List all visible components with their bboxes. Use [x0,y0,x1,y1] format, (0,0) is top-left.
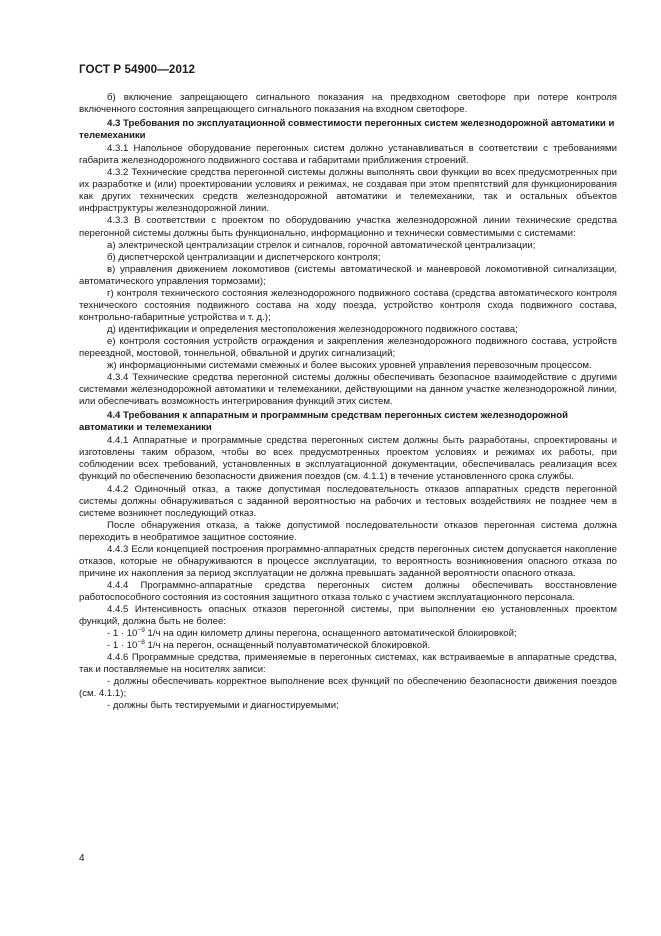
rate-text: - 1 · 10 [107,628,138,640]
paragraph-4-4-4: 4.4.4 Программно-аппаратные средства перегонных систем должны обеспечивать восстановление работоспособного состояния из состояния защитного отказа только с участием эксплуатационного персонала. [79,579,617,603]
list-item: д) идентификации и определения местоположения железнодорожного подвижного состава; [107,323,518,335]
list-item: - должны обеспечивать корректное выполнение всех функций по обеспечению безопасности движения поездов (см. 4.1.1); [79,676,617,700]
list-item: г) контроля технического состояния железнодорожного подвижного состава (средства автоматического контроля технического состояния подвижного состава на ходу поезда, устройство контроля схода подвижного состава, контрольно-габаритные устройства и т. д.); [79,287,617,323]
paragraph-4-3-1: 4.3.1 Напольное оборудование перегонных систем должно устанавливаться в соответствии с требованиями габарита железнодорожного подвижного состава и габаритами приближения строений. [79,143,617,167]
rate-text: 1/ч на один километр длины перегона, оснащенного автоматической блокировкой; [144,628,517,640]
rate-text: - 1 · 10 [107,640,138,652]
paragraph-4-4-3: 4.4.3 Если концепцией построения программно-аппаратных средств перегонных систем допускается накопление отказов, которые не обнаруживаются в процессе эксплуатации, то вероятность возникновения опасного отказа по причине их накопления за период эксплуатации не должна превышать заданной вероятности опасного отказа. [79,543,617,579]
exponent: −8 [137,639,145,647]
paragraph-4-3-2: 4.3.2 Технические средства перегонной системы должны выполнять свои функции во всех предусмотренных при их разработке и (или) проектировании условиях и режимах, не создавая при этом препятствий для функционирования как других технических средств железнодорожной автоматики и телемеханики, так и остальных объектов инфраструктуры железнодорожной линии. [79,167,617,215]
list-item: б) диспетчерской централизации и диспетчерского контроля; [107,251,381,263]
list-item: в) управления движением локомотивов (системы автоматической и маневровой локомотивной сигнализации, автоматического управления тормозами); [79,263,617,287]
paragraph-4-3-4: 4.3.4 Технические средства перегонной системы должны обеспечивать безопасное взаимодействие с другими системами железнодорожной автоматики и телемеханики, действующими на данном участке железнодорожной линии, или обеспечивать возможность интегрирования функций этих систем. [79,372,617,408]
section-heading-4-3: 4.3 Требования по эксплуатационной совместимости перегонных систем железнодорожной автоматики и телемеханики [79,118,615,142]
paragraph-4-4-1: 4.4.1 Аппаратные и программные средства перегонных систем должны быть разработаны, спроектированы и изготовлены таким образом, чтобы во всех предусмотренных проектом условиях и режимах их работы, при соблюдении всех требований, установленных в эксплуатационной документации, обеспечивалась реализация всех функций по обеспечению безопасности движения поездов (см. 4.1.1) в течение установленного срока службы. [79,435,617,483]
paragraph-4-4-6: 4.4.6 Программные средства, применяемые в перегонных системах, как встраиваемые в аппаратные средства, так и поставляемые на носителях записи: [79,652,617,676]
paragraph-4-4-2: 4.4.2 Одиночный отказ, а также допустимая последовательность отказов аппаратных средств перегонной системы должны обнаруживаться с заданной вероятностью на рабочих и тестовых воздействиях не позднее чем в системе возникнет последующий отказ. [79,483,617,519]
list-item: е) контроля состояния устройств ограждения и закрепления железнодорожного подвижного состава, устройств переездной, мостовой, тоннельной, обвальной и других сигнализаций; [79,335,617,359]
list-item: а) электрической централизации стрелок и сигналов, горочной автоматической централизации; [107,239,536,251]
list-item: - должны быть тестируемыми и диагностируемыми; [107,700,339,712]
section-heading-4-4: 4.4 Требования к аппаратным и программным средствам перегонных систем железнодорожной автоматики и телемеханики [79,410,568,434]
paragraph: б) включение запрещающего сигнального показания на предвходном светофоре при потере контроля включенного состояния запрещающего сигнального показания на входном светофоре. [79,92,617,116]
rate-text: 1/ч на перегон, оснащенный полуавтоматической блокировкой. [144,640,431,652]
paragraph-4-3-3: 4.3.3 В соответствии с проектом по оборудованию участка железнодорожной линии технические средства перегонной системы должны быть функционально, информационно и технически совместимыми с системами: [79,215,617,239]
paragraph: После обнаружения отказа, а также допустимой последовательности отказов перегонная система должна переходить в необратимое защитное состояние. [79,519,617,543]
list-item-rate [79,628,617,640]
list-item-rate [79,640,617,652]
page-number: 4 [79,853,85,864]
document-header: ГОСТ Р 54900—2012 [79,63,196,76]
exponent: −9 [137,627,145,635]
paragraph-4-4-5: 4.4.5 Интенсивность опасных отказов перегонной системы, при выполнении ею установленных проектом функций, должна быть не более: [79,603,617,628]
document-body [79,92,617,712]
list-item: ж) информационными системами смежных и более высоких уровней управления перевозочным процессом. [107,360,592,372]
